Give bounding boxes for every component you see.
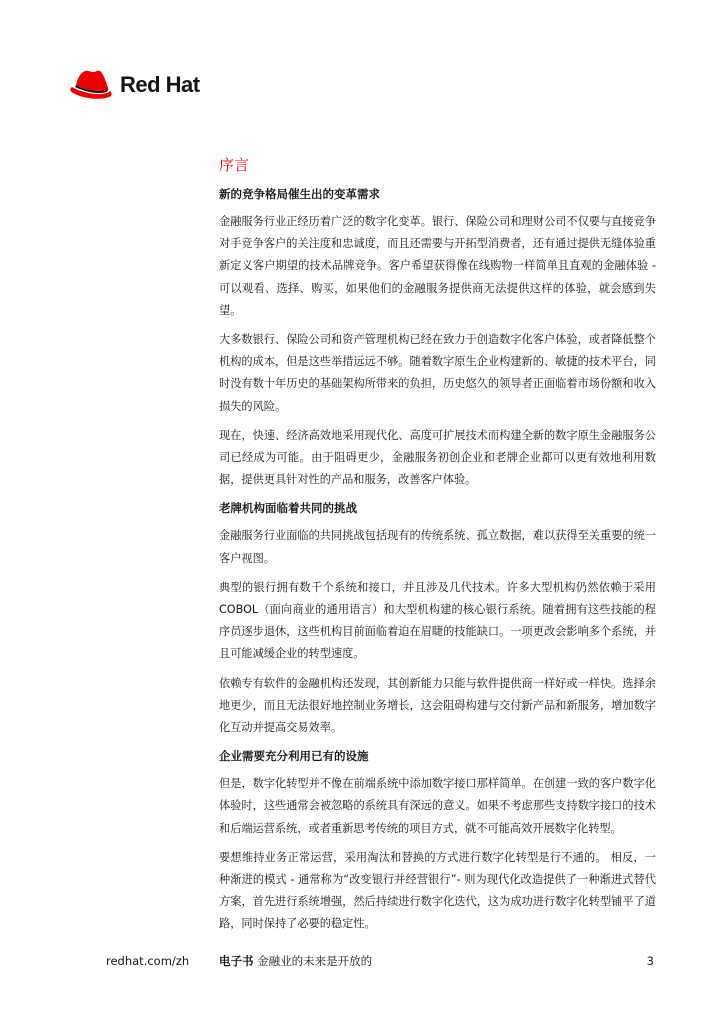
paragraph: 大多数银行、保险公司和资产管理机构已经在致力于创造数字化客户体验，或者降低整个机构的成本，但是这些举措远远不够。随着数字原生企业构建新的、敏捷的技术平台，同时没有数十年历史的基础架构所带来的负担，历史悠久的领导者正面临着市场份额和收入损失的风险。: [219, 333, 656, 413]
logo-wordmark: Red Hat: [120, 72, 200, 97]
subheading: 企业需要充分利用已有的设施: [219, 749, 369, 764]
subheading: 老牌机构面临着共同的挑战: [219, 501, 357, 516]
paragraph: 金融服务行业面临的共同挑战包括现有的传统系统、孤立数据，难以获得至关重要的统一客户视图。: [219, 529, 656, 565]
paragraph: 依赖专有软件的金融机构还发现，其创新能力只能与软件提供商一样好或一样快。选择余地更少，而且无法很好地控制业务增长，这会阻碍构建与交付新产品和新服务，增加数字化互动并提高交易效率。: [219, 676, 656, 735]
document-type: 电子书: [219, 954, 254, 968]
document-title: 金融业的未来是开放的: [257, 954, 373, 968]
paragraph: 但是，数字化转型并不像在前端系统中添加数字接口那样简单。在创建一致的客户数字化体验时，这些通常会被忽略的系统具有深远的意义。如果不考虑那些支持数字接口的技术和后端运营系统，或者重新思考传统的项目方式，就不可能高效开展数字化转型。: [219, 777, 656, 835]
footer-document-title: [219, 952, 372, 970]
paragraph: 要想维持业务正常运营，采用淘汰和替换的方式进行数字化转型是行不通的。 相反，一种渐进的模式 - 通常称为“改变银行并经营银行”- 则为现代化改造提供了一种渐进式替代方案，首先进行系统增强，然后持续进行数字化迭代，这为成功进行数字化转型铺平了道路，同时保持了必要的稳定性。: [219, 850, 656, 931]
page-number: 3: [646, 954, 654, 968]
footer-url-link[interactable]: redhat.com/zh: [106, 954, 190, 968]
paragraph: 典型的银行拥有数千个系统和接口，并且涉及几代技术。许多大型机构仍然依赖于采用 COBOL（面向商业的通用语言）和大型机构建的核心银行系统。随着拥有这些技能的程序员逐步退休，这些机构目前面临着迫在眉睫的技能缺口。一项更改会影响多个系统，并且可能减缓企业的转型速度。: [219, 580, 656, 661]
paragraph: 金融服务行业正经历着广泛的数字化变革。银行、保险公司和理财公司不仅要与直接竞争对手竞争客户的关注度和忠诚度，而且还需要与开拓型消费者，还有通过提供无缝体验重新定义客户期望的技术品牌竞争。客户希望获得像在线购物一样简单且直观的金融体验 - 可以观看、选择、购买，如果他们的金融服务提供商无法提供这样的体验，就会感到失望。: [219, 215, 656, 317]
subheading: 新的竞争格局催生出的变革需求: [219, 187, 380, 201]
section-title: 序言: [219, 156, 250, 174]
red-hat-icon: [68, 68, 114, 102]
red-hat-logo: [68, 67, 200, 103]
main-content: [219, 154, 656, 943]
paragraph: 现在，快速、经济高效地采用现代化、高度可扩展技术而构建全新的数字原生金融服务公司已经成为可能。由于阻碍更少，金融服务初创企业和老牌企业都可以更有效地利用数据，提供更具针对性的产品和服务，改善客户体验。: [219, 428, 656, 487]
